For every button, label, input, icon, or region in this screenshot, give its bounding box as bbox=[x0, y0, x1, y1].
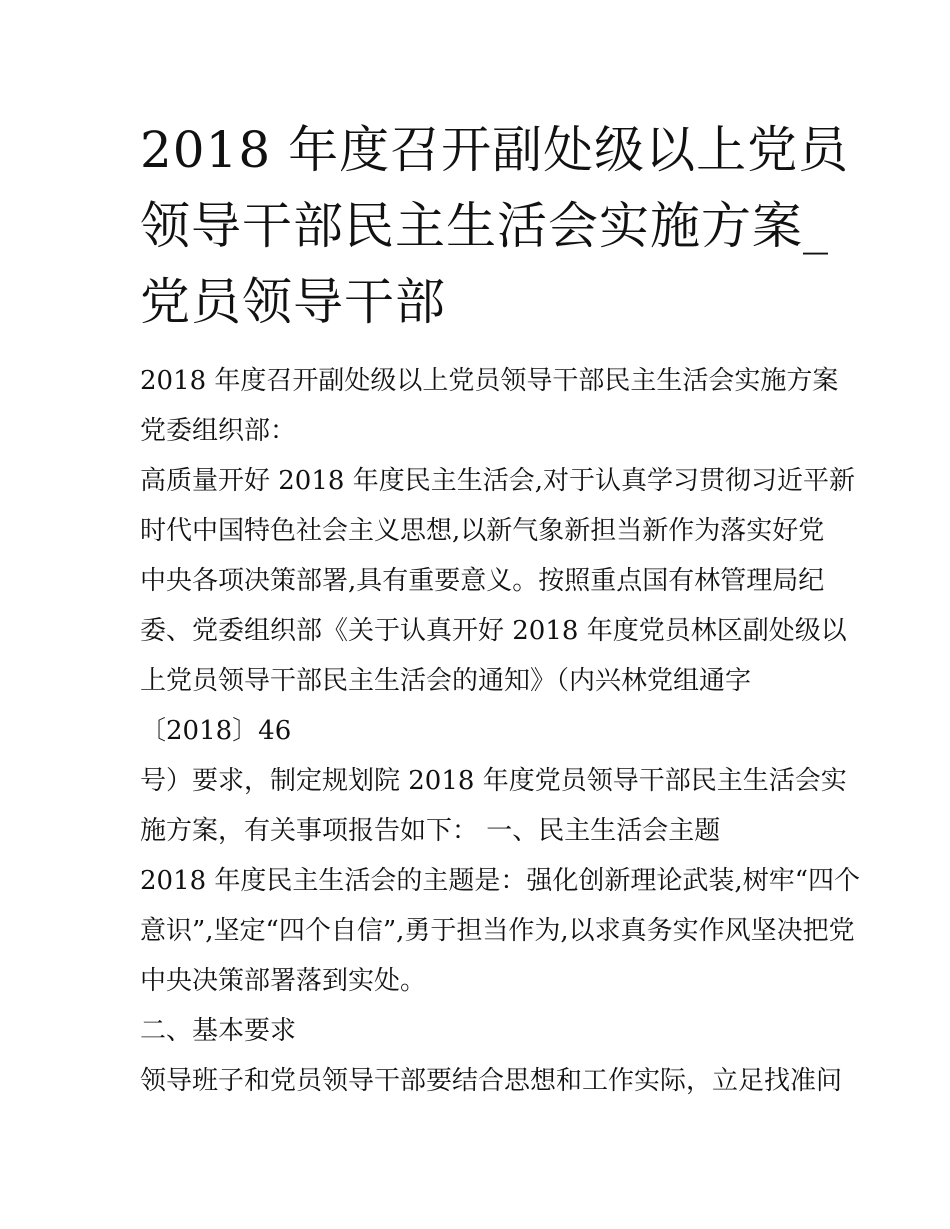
document-title bbox=[140, 112, 850, 340]
body-line: 二、基本要求 bbox=[140, 1016, 297, 1046]
title-line-1: 2018 年度召开副处级以上党员 bbox=[140, 121, 850, 179]
body-line: 上党员领导干部民主生活会的通知》（内兴林党组通字 bbox=[140, 666, 752, 696]
body-line: 高质量开好 2018 年度民主生活会,对于认真学习贯彻习近平新 bbox=[140, 466, 855, 496]
body-line: 中央决策部署落到实处。 bbox=[140, 966, 427, 996]
body-line: 意识”,坚定“四个自信”,勇于担当作为,以求真务实作风坚决把党 bbox=[140, 916, 855, 946]
title-line-2: 领导干部民主生活会实施方案_ bbox=[140, 197, 829, 255]
body-line: 号）要求，制定规划院 2018 年度党员领导干部民主生活会实 bbox=[140, 766, 847, 796]
body-line: 〔2018〕46 bbox=[140, 716, 292, 746]
body-line: 2018 年度召开副处级以上党员领导干部民主生活会实施方案 bbox=[140, 366, 839, 396]
body-line: 委、党委组织部《关于认真开好 2018 年度党员林区副处级以 bbox=[140, 616, 847, 646]
body-line: 时代中国特色社会主义思想,以新气象新担当新作为落实好党 bbox=[140, 516, 825, 546]
body-line: 2018 年度民主生活会的主题是：强化创新理论武装,树牢“四个 bbox=[140, 866, 860, 896]
document-body bbox=[140, 356, 860, 1106]
body-line: 党委组织部： bbox=[140, 416, 297, 446]
body-line: 施方案，有关事项报告如下： 一、民主生活会主题 bbox=[140, 816, 721, 846]
body-line: 领导班子和党员领导干部要结合思想和工作实际，立足找准问 bbox=[140, 1066, 843, 1096]
body-line: 中央各项决策部署,具有重要意义。按照重点国有林管理局纪 bbox=[140, 566, 825, 596]
title-line-3: 党员领导干部 bbox=[140, 273, 446, 331]
